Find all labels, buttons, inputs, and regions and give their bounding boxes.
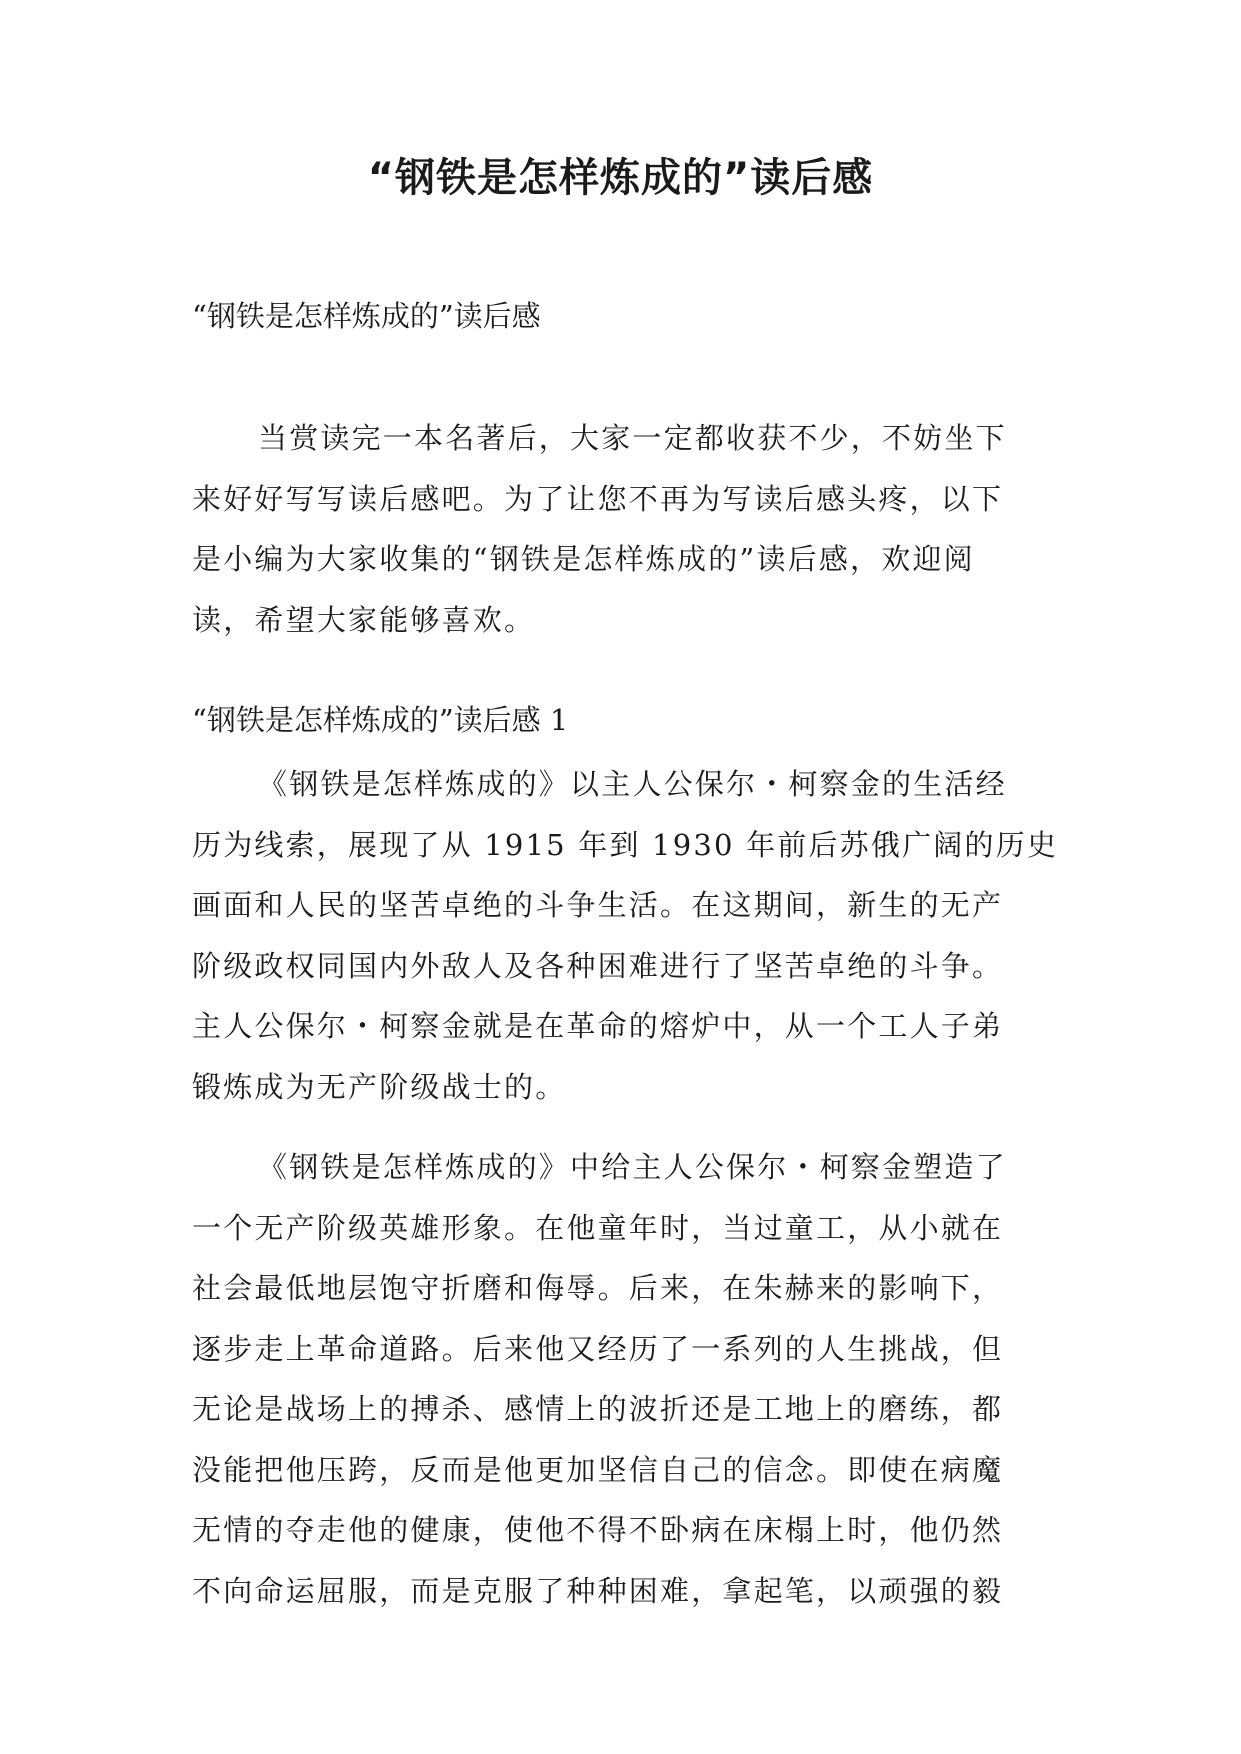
paragraph-line: 《钢铁是怎样炼成的》中给主人公保尔・柯察金塑造了: [258, 1150, 1007, 1184]
intro-line: 来好好写写读后感吧。为了让您不再为写读后感头疼，以下: [192, 481, 1004, 516]
intro-line: 当赏读完一本名著后，大家一定都收获不少，不妨坐下: [258, 421, 1007, 455]
intro-line: 读，希望大家能够喜欢。: [192, 602, 536, 637]
intro-line: 是小编为大家收集的“钢铁是怎样炼成的”读后感，欢迎阅: [192, 542, 975, 576]
paragraph-line: 一个无产阶级英雄形象。在他童年时，当过童工，从小就在: [192, 1210, 1004, 1245]
paragraph-line: 逐步走上革命道路。后来他又经历了一系列的人生挑战，但: [192, 1331, 1004, 1366]
body-paragraph-2: [192, 1137, 1062, 1621]
paragraph-line: 《钢铁是怎样炼成的》以主人公保尔・柯察金的生活经: [258, 767, 1007, 801]
page-title: “钢铁是怎样炼成的”读后感: [367, 155, 874, 201]
paragraph-line: 画面和人民的坚苦卓绝的斗争生活。在这期间，新生的无产: [192, 888, 1004, 922]
body-paragraph-1: [192, 754, 1062, 1117]
paragraph-line: 社会最低地层饱守折磨和侮辱。后来，在朱赫来的影响下，: [192, 1271, 1004, 1305]
paragraph-line: 没能把他压跨，反而是他更加坚信自己的信念。即使在病魔: [192, 1452, 1004, 1487]
document-subtitle: “钢铁是怎样炼成的”读后感: [192, 299, 541, 333]
paragraph-line: 阶级政权同国内外敌人及各种困难进行了坚苦卓绝的斗争。: [192, 948, 1004, 983]
paragraph-line: 主人公保尔・柯察金就是在革命的熔炉中，从一个工人子弟: [192, 1009, 1004, 1043]
paragraph-line: 历为线索，展现了从 1915 年到 1930 年前后苏俄广阔的历史: [192, 827, 1059, 862]
paragraph-line: 无情的夺走他的健康，使他不得不卧病在床榻上时，他仍然: [192, 1513, 1004, 1547]
section-heading: “钢铁是怎样炼成的”读后感 1: [192, 703, 569, 737]
paragraph-line: 不向命运屈服，而是克服了种种困难，拿起笔，以顽强的毅: [192, 1573, 1004, 1608]
paragraph-line: 无论是战场上的搏杀、感情上的波折还是工地上的磨练，都: [192, 1392, 1004, 1426]
intro-paragraph: [192, 408, 1062, 650]
paragraph-line: 锻炼成为无产阶级战士的。: [192, 1069, 567, 1104]
